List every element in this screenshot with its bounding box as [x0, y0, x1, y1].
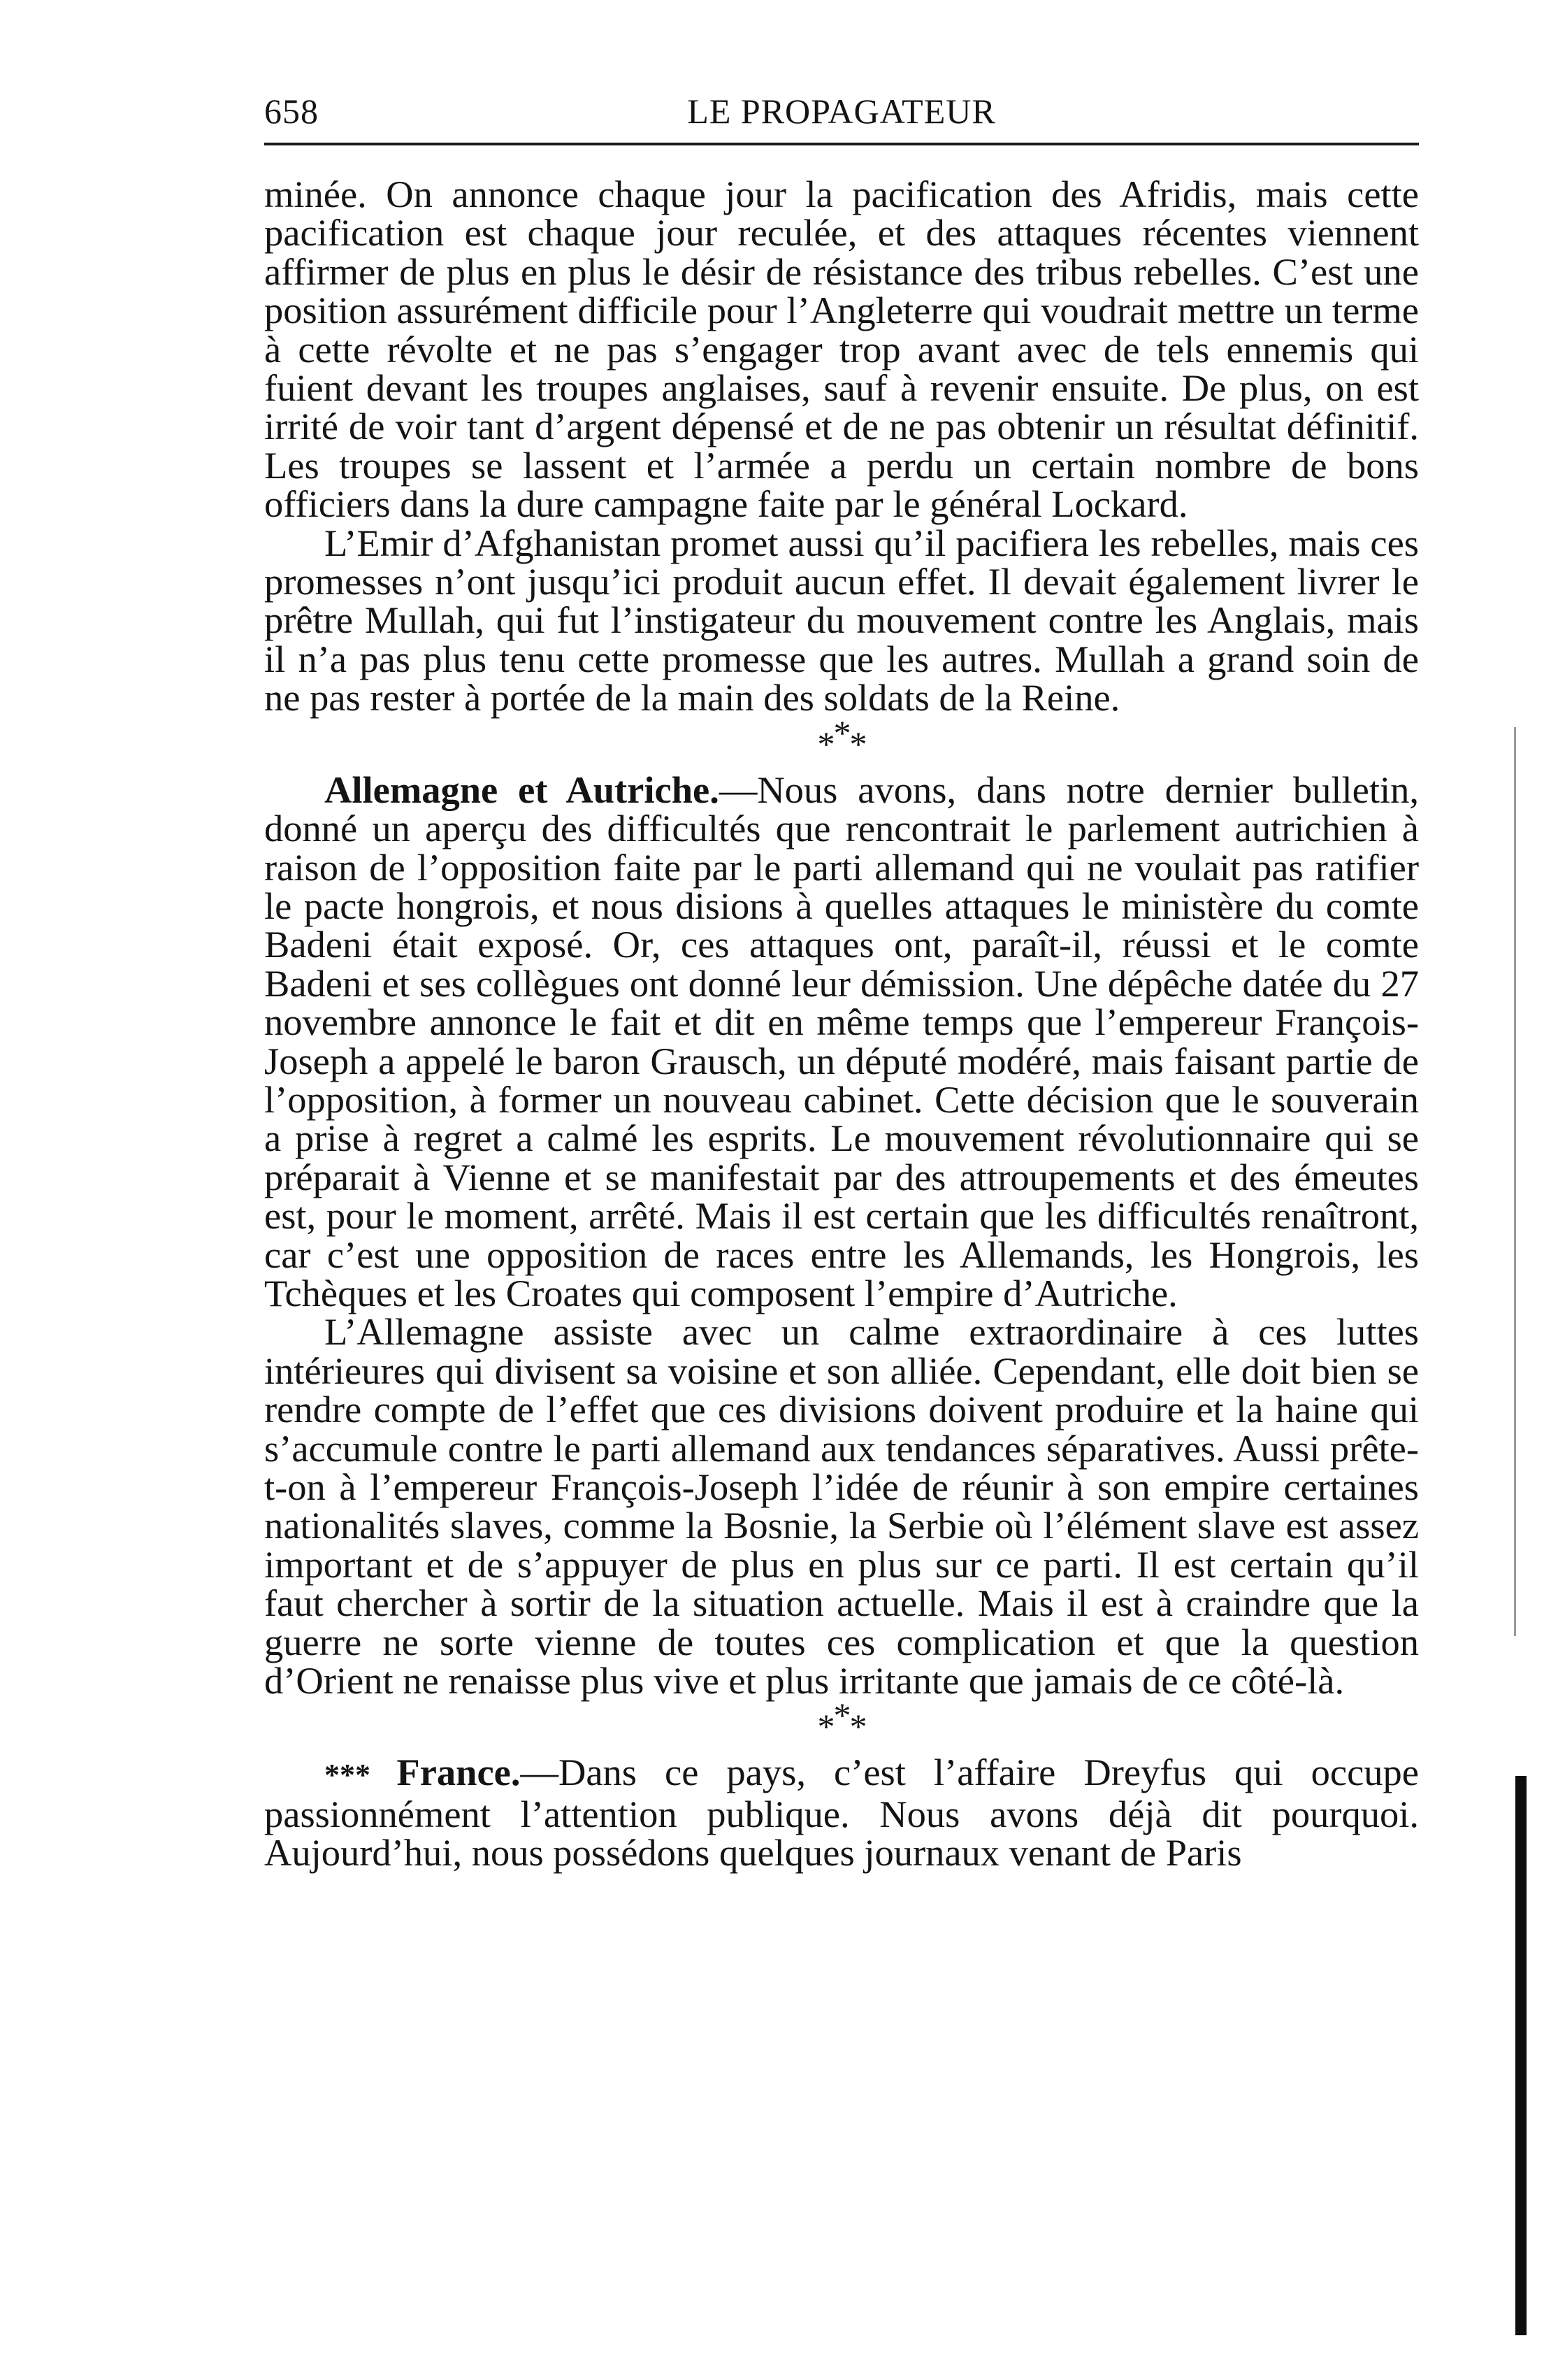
page-edge-shadow	[1514, 727, 1516, 1636]
paragraph-afridis: minée. On annonce chaque jour la pacification des Afridis, mais cette pacification est chaque jour reculée, et des attaques récentes viennent affirmer de plus en plus le désir de résistance des tribus rebelles. C’est une position assurément difficile pour l’Angleterre qui voudrait mettre un terme à cette révolte et ne pas s’engager trop avant avec de tels ennemis qui fuient devant les troupes anglaises, sauf à revenir ensuite. De plus, on est irrité de voir tant d’argent dépensé et de ne pas obtenir un résultat définitif. Les troupes se lassent et l’armée a perdu un certain nombre de bons officiers dans la dure campagne faite par le général Lockard.	[264, 173, 1419, 526]
paragraph-france	[264, 1753, 1419, 1872]
separator-star: *	[833, 1696, 850, 1735]
page-edge-bar	[1515, 1776, 1527, 2335]
section-stars: ***	[324, 1758, 397, 1793]
paragraph-text: —Nous avons, dans notre dernier bulletin, donné un aperçu des difficultés que rencontrait le parlement autrichien à raison de l’opposition faite par le parti allemand qui ne voulait pas ratifier le pacte hongrois, et nous disions à quelles attaques le ministère du comte Badeni était exposé. Or, ces attaques ont, paraît-il, réussi et le comte Badeni et ses collègues ont donné leur démission. Une dépêche datée du 27 novembre annonce le fait et dit en même temps que l’empereur François-Joseph a appelé le baron Grausch, un député modéré, mais faisant partie de l’opposition, à former un nouveau cabinet. Cette décision que le souverain a prise à regret a calmé les esprits. Le mouvement révolutionnaire qui se préparait à Vienne et se manifestait par des attroupements et des émeutes est, pour le moment, arrêté. Mais il est certain que les difficultés renaîtront, car c’est une opposition de races entre les Allemands, les Hongrois, les Tchèques et les Croates qui composent l’empire d’Autriche.	[264, 768, 1419, 1314]
page	[264, 84, 1419, 1872]
paragraph-allemagne-autriche	[264, 770, 1419, 1313]
separator-star: *	[817, 724, 834, 764]
running-header	[264, 84, 1419, 143]
article-body	[264, 175, 1419, 1872]
page-number: 658	[264, 92, 319, 131]
separator-star: *	[849, 724, 866, 764]
section-separator	[264, 712, 1419, 770]
paragraph-text: —Dans ce pays, c’est l’affaire Dreyfus qui occupe passionnément l’attention publique. Nous avons déjà dit pourquoi. Aujourd’hui, nous possédons quelques journaux venant de Paris	[264, 1751, 1419, 1874]
header-rule	[264, 143, 1419, 145]
paragraph-allemagne: L’Allemagne assiste avec un calme extraordinaire à ces luttes intérieures qui divisent sa voisine et son alliée. Cependant, elle doit bien se rendre compte de l’effet que ces divisions doivent produire et la haine qui s’accumule contre le parti allemand aux tendances séparatives. Aussi prête-t-on à l’empereur François-Joseph l’idée de réunir à son empire certaines nationalités slaves, comme la Bosnie, la Serbie où l’élément slave est assez important et de s’appuyer de plus en plus sur ce parti. Il est certain qu’il faut chercher à sortir de la situation actuelle. Mais il est à craindre que la guerre ne sorte vienne de toutes ces complication et que la question d’Orient ne renaisse plus vive et plus irritante que jamais de ce côté-là.	[264, 1310, 1419, 1702]
section-separator	[264, 1696, 1419, 1753]
section-caption: Allemagne et Autriche.	[324, 768, 719, 811]
separator-star: *	[849, 1707, 866, 1747]
separator-star: *	[817, 1707, 834, 1747]
paragraph-emir: L’Emir d’Afghanistan promet aussi qu’il pacifiera les rebelles, mais ces promesses n’ont jusqu’ici produit aucun effet. Il devait également livrer le prêtre Mullah, qui fut l’instigateur du mouvement contre les Anglais, mais il n’a pas plus tenu cette promesse que les autres. Mullah a grand soin de ne pas rester à portée de la main des soldats de la Reine.	[264, 521, 1419, 719]
running-title: LE PROPAGATEUR	[687, 92, 996, 131]
section-caption: France.	[396, 1751, 521, 1794]
separator-star: *	[833, 712, 850, 752]
